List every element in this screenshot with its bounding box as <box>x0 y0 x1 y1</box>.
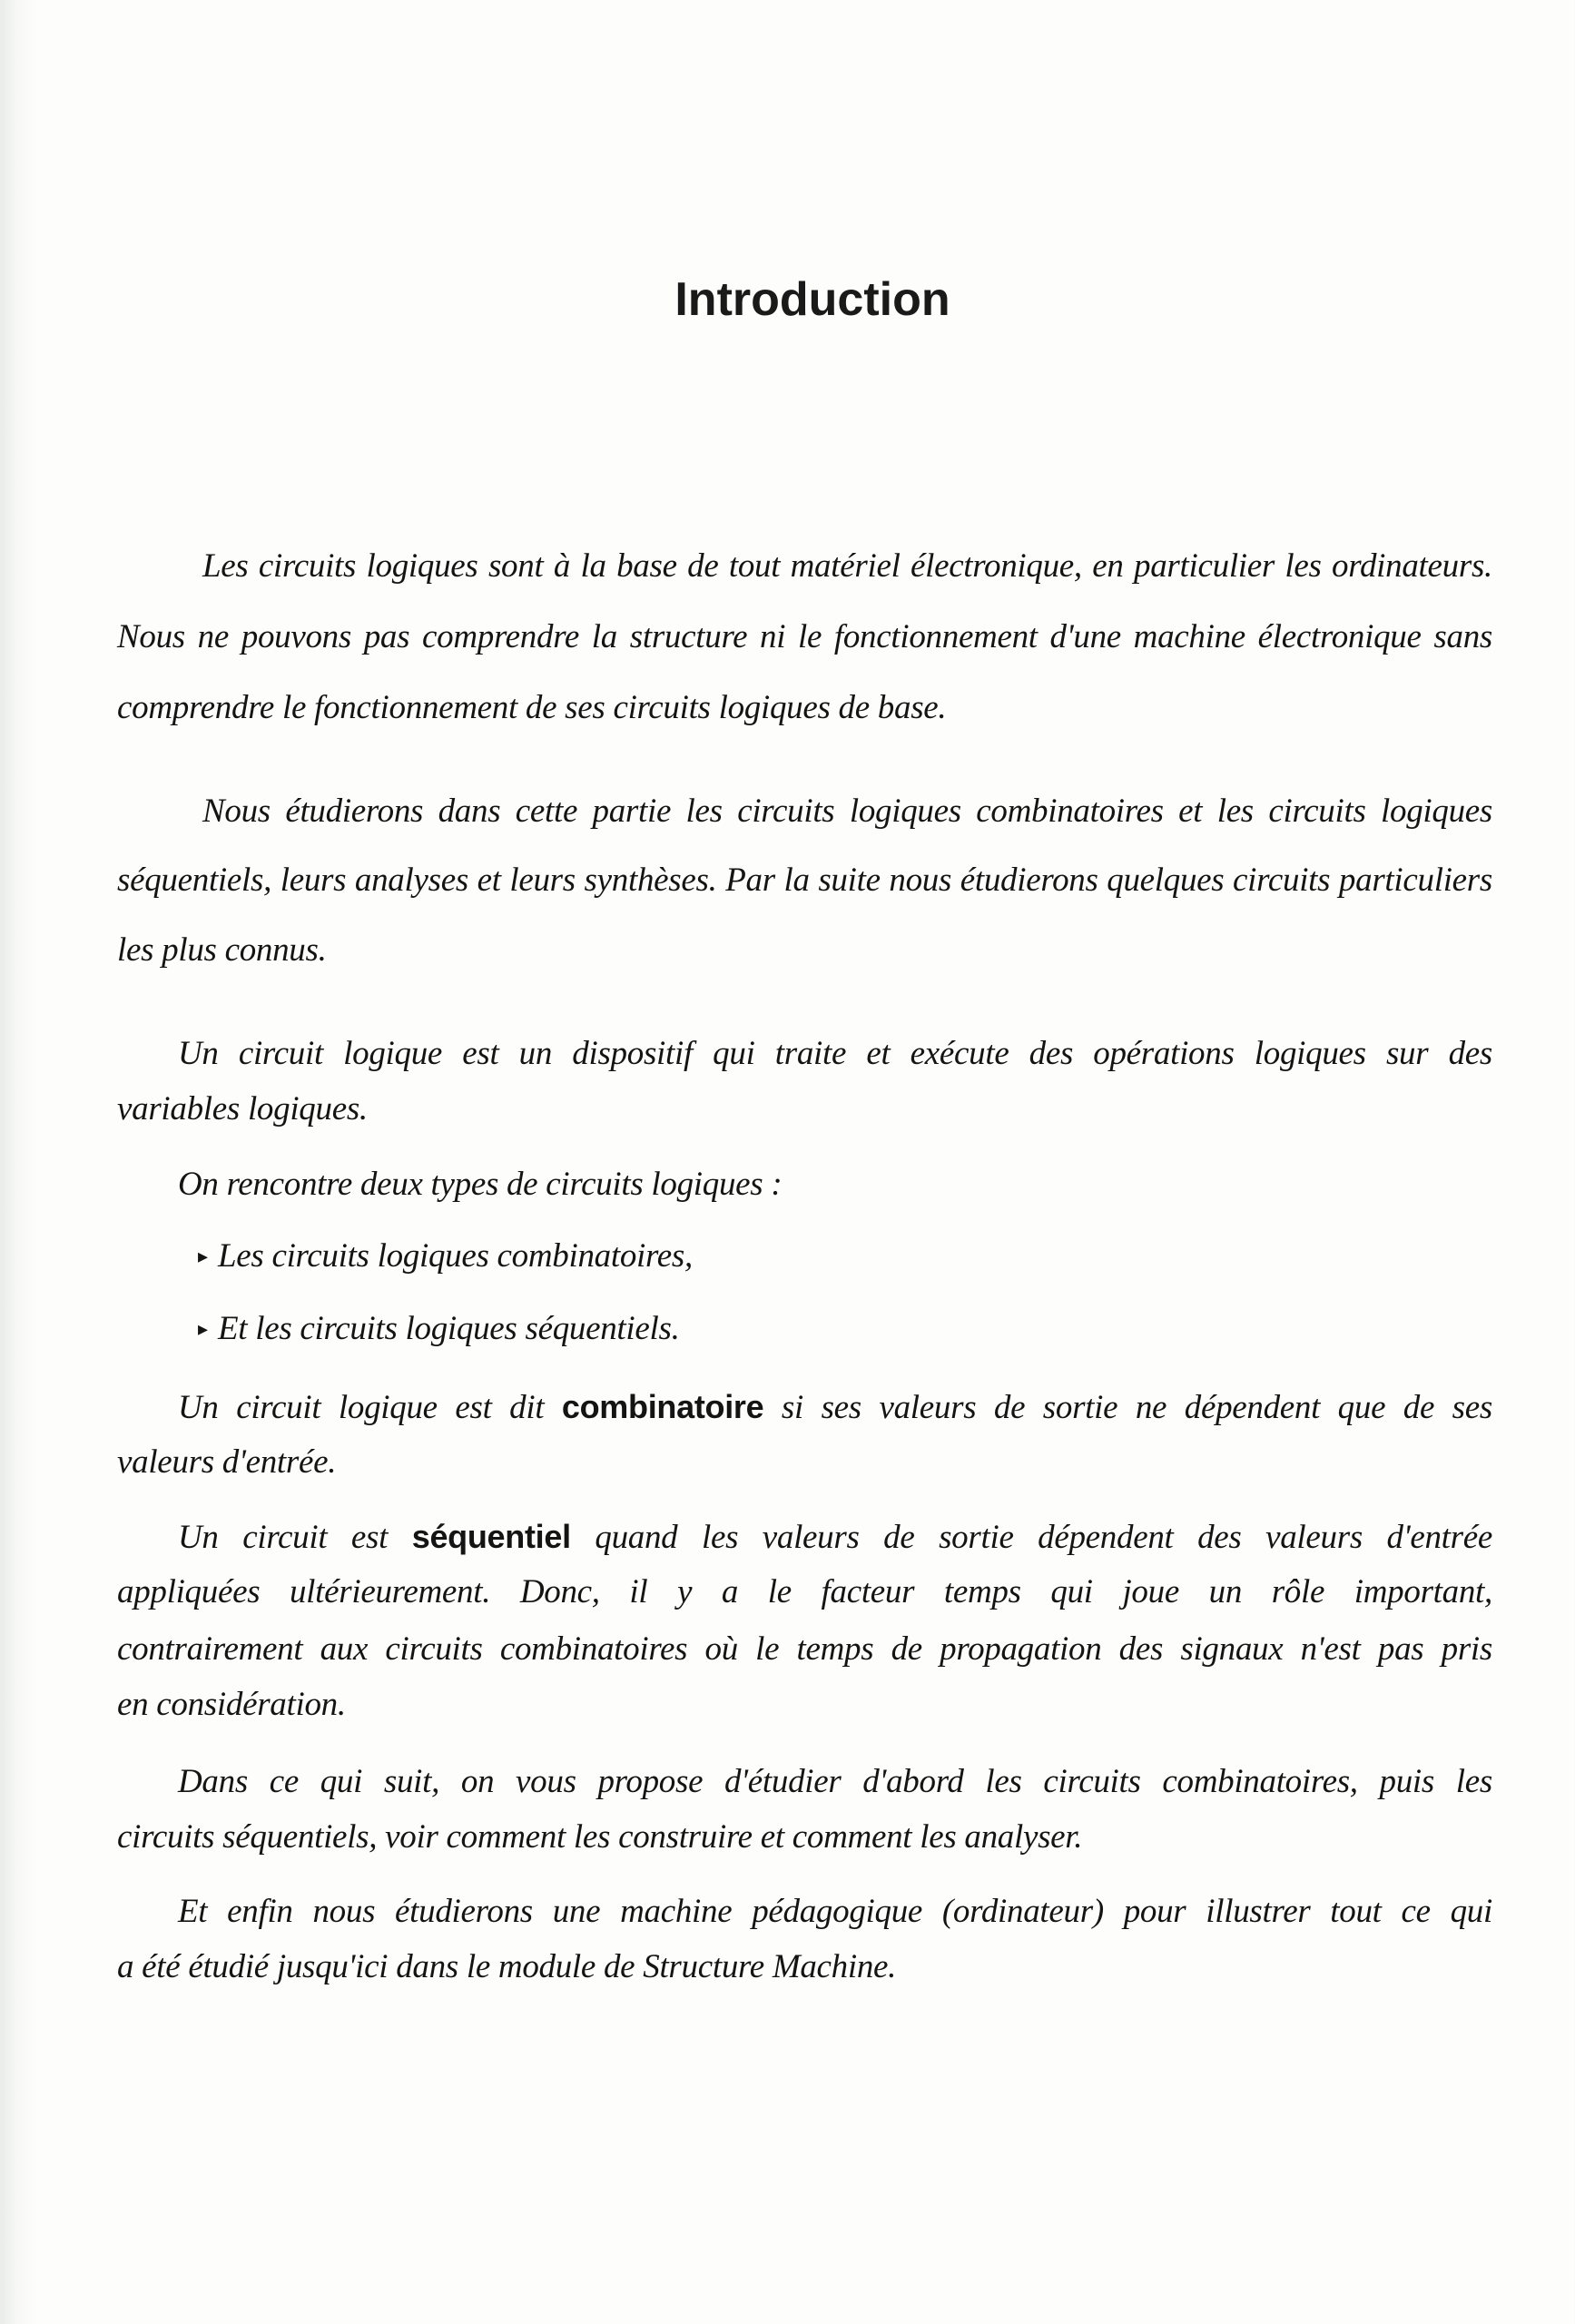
text-line <box>117 1437 1492 1488</box>
text-segment: variables logiques. <box>117 1090 368 1128</box>
text-segment: si ses valeurs de sortie ne dépendent que de ses <box>763 1389 1492 1426</box>
text-line <box>117 683 1492 734</box>
text-segment: valeurs d'entrée. <box>117 1443 337 1481</box>
text-segment: Nous étudierons dans cette partie les circuits logiques combinatoires et les circuits logiques <box>202 793 1492 830</box>
text-segment: Un circuit logique est un dispositif qui traite et exécute des opérations logiques sur des <box>178 1035 1492 1072</box>
bullet-icon: ▸ <box>198 1317 208 1340</box>
text-line <box>178 1512 1492 1562</box>
bold-term: combinatoire <box>561 1388 764 1425</box>
text-line <box>202 541 1492 592</box>
list-item <box>198 1304 1398 1354</box>
text-line <box>117 855 1492 906</box>
text-line <box>117 612 1492 663</box>
text-segment: Les circuits logiques combinatoires, <box>218 1237 693 1275</box>
text-line <box>178 1757 1492 1807</box>
page-title: Introduction <box>674 273 950 326</box>
text-segment: Et enfin nous étudierons une machine pédagogique (ordinateur) pour illustrer tout ce qui <box>178 1893 1492 1930</box>
text-segment: circuits séquentiels, voir comment les construire et comment les analyser. <box>117 1818 1083 1856</box>
text-segment: On rencontre deux types de circuits logiques : <box>178 1166 783 1203</box>
text-segment: contrairement aux circuits combinatoires où le temps de propagation des signaux n'est pas pris <box>117 1630 1492 1668</box>
text-line <box>117 1624 1492 1675</box>
text-line <box>117 1942 1492 1993</box>
bullet-icon: ▸ <box>198 1245 208 1267</box>
text-segment: Un circuit logique est dit <box>178 1389 562 1426</box>
text-segment: Un circuit est <box>178 1519 412 1556</box>
list-item <box>198 1231 1398 1282</box>
text-line <box>178 1886 1492 1937</box>
text-line <box>178 1159 1492 1210</box>
text-segment: Et les circuits logiques séquentiels. <box>218 1310 680 1347</box>
text-line <box>117 1812 1492 1863</box>
text-segment: Nous ne pouvons pas comprendre la structure ni le fonctionnement d'une machine électronique sans <box>117 618 1492 655</box>
text-segment: séquentiels, leurs analyses et leurs synthèses. Par la suite nous étudierons quelques circuits particuliers <box>117 862 1492 899</box>
text-line <box>202 786 1492 837</box>
bold-term: séquentiel <box>411 1518 571 1555</box>
text-segment: a été étudié jusqu'ici dans le module de Structure Machine. <box>117 1948 897 1985</box>
text-line <box>117 1084 1492 1135</box>
text-line <box>117 1679 1492 1730</box>
text-segment: en considération. <box>117 1686 346 1723</box>
text-line <box>178 1029 1492 1079</box>
text-segment: appliquées ultérieurement. Donc, il y a le facteur temps qui joue un rôle important, <box>117 1573 1492 1610</box>
text-line <box>117 925 1492 976</box>
text-segment: les plus connus. <box>117 931 327 969</box>
text-line <box>117 1567 1492 1618</box>
text-segment: comprendre le fonctionnement de ses circuits logiques de base. <box>117 689 947 726</box>
text-segment: Dans ce qui suit, on vous propose d'étudier d'abord les circuits combinatoires, puis les <box>178 1763 1492 1800</box>
text-segment: Les circuits logiques sont à la base de tout matériel électronique, en particulier les ordinateurs. <box>202 547 1492 585</box>
text-line <box>178 1382 1492 1433</box>
text-segment: quand les valeurs de sortie dépendent des valeurs d'entrée <box>570 1519 1492 1556</box>
